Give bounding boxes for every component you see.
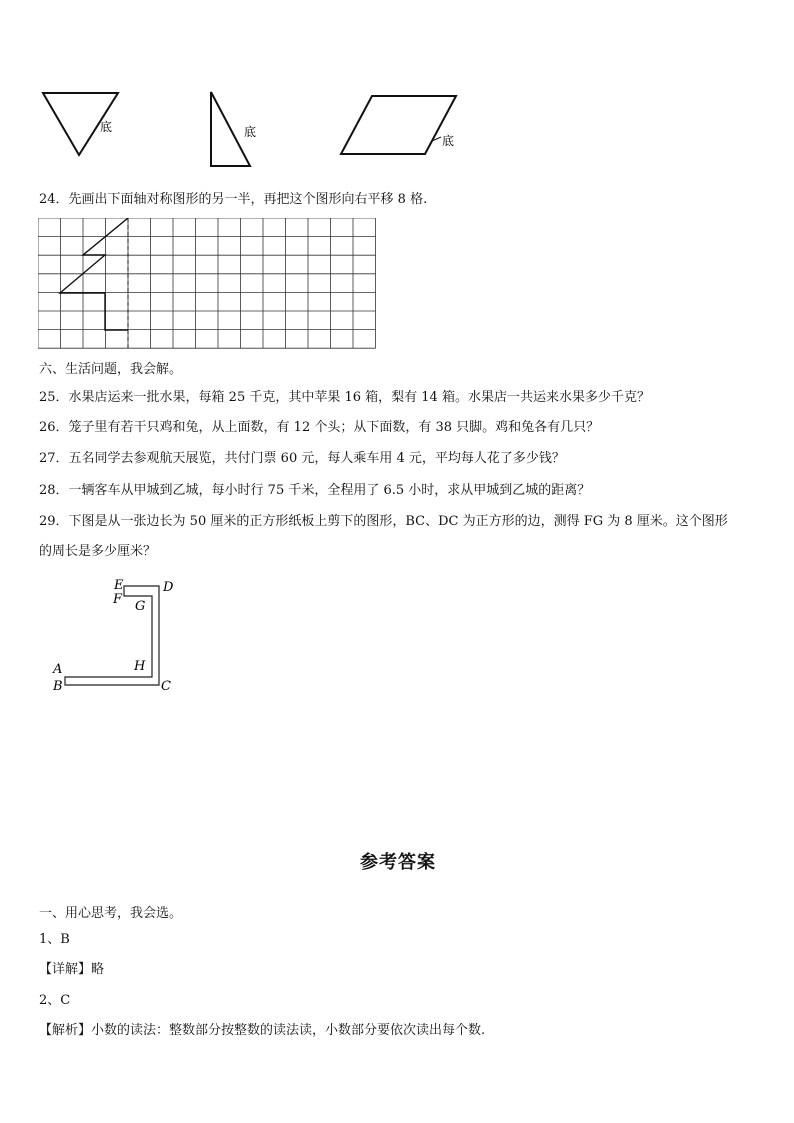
- question-25: 25．水果店运来一批水果，每箱 25 千克，其中苹果 16 箱，梨有 14 箱。水果店一共运来水果多少千克？: [39, 390, 650, 405]
- answer-1-detail: 【详解】略: [39, 962, 105, 977]
- label-A: A: [53, 662, 63, 677]
- shapes-figure: [0, 0, 794, 175]
- q24-text: 24．先画出下面轴对称图形的另一半，再把这个图形向右平移 8 格.: [39, 192, 428, 207]
- grid-figure: [38, 218, 376, 350]
- question-29-line1: 29．下图是从一张边长为 50 厘米的正方形纸板上剪下的图形，BC、DC 为正方形的边，测得 FG 为 8 厘米。这个图形: [39, 514, 728, 529]
- parallelogram-base-label: 底: [442, 134, 455, 148]
- label-E: E: [114, 578, 124, 593]
- section6-title: 六、生活问题，我会解。: [39, 362, 183, 377]
- question-26: 26．笼子里有若干只鸡和兔，从上面数，有 12 个头；从下面数，有 38 只脚。鸡和兔各有几只？: [39, 420, 600, 435]
- label-G: G: [135, 599, 146, 614]
- label-B: B: [53, 679, 63, 694]
- triangle-base-label: 底: [100, 120, 113, 134]
- q29-figure: [48, 572, 188, 697]
- label-C: C: [161, 679, 171, 694]
- question-28: 28．一辆客车从甲城到乙城，每小时行 75 千米，全程用了 6.5 小时，求从甲城到乙城的距离？: [39, 483, 591, 498]
- label-H: H: [134, 659, 146, 674]
- label-F: F: [113, 592, 123, 607]
- answers-section1: 一、用心思考，我会选。: [39, 906, 183, 921]
- answer-1: 1、B: [39, 932, 70, 947]
- question-29-line2: 的周长是多少厘米？: [39, 544, 157, 559]
- answer-2-detail: 【解析】小数的读法：整数部分按整数的读法读，小数部分要依次读出每个数.: [39, 1023, 486, 1038]
- question-27: 27．五名同学去参观航天展览，共付门票 60 元，每人乘车用 4 元，平均每人花了多少钱？: [39, 451, 565, 466]
- answer-2: 2、C: [39, 993, 71, 1008]
- parallelogram: [341, 96, 456, 154]
- right-triangle-base-label: 底: [244, 125, 257, 139]
- label-D: D: [163, 580, 174, 595]
- grid-lines: [38, 218, 376, 348]
- answers-title: 参考答案: [360, 852, 436, 873]
